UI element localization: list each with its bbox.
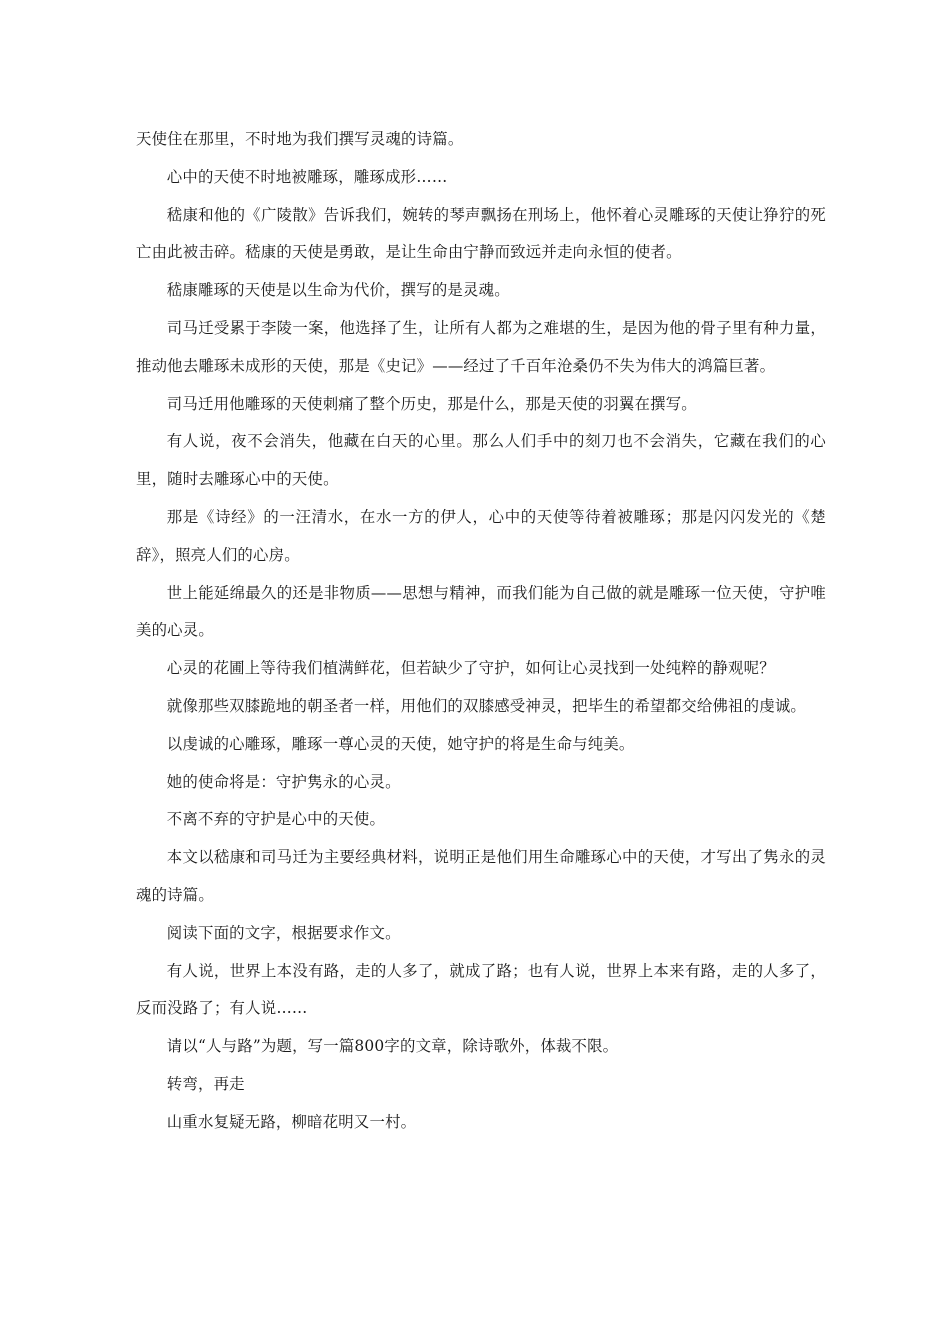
paragraph-10: 心灵的花圃上等待我们植满鲜花，但若缺少了守护，如何让心灵找到一处纯粹的静观呢？ [166,659,775,678]
paragraph-15: 本文以嵇康和司马迁为主要经典材料，说明正是他们用生命雕琢心中的天使，才写出了隽永的灵魂的诗篇。 [136,848,826,904]
paragraph-16: 阅读下面的文字，根据要求作文。 [166,923,401,942]
paragraph-13: 她的使命将是：守护隽永的心灵。 [166,772,401,791]
paragraph-18: 请以“人与路”为题，写一篇800字的文章，除诗歌外，体裁不限。 [166,1037,619,1056]
paragraph-7: 有人说，夜不会消失，他藏在白天的心里。那么人们手中的刻刀也不会消失，它藏在我们的心里，随时去雕琢心中的天使。 [136,432,826,489]
paragraph-14: 不离不弃的守护是心中的天使。 [166,810,386,829]
paragraph-17: 有人说，世界上本没有路，走的人多了，就成了路；也有人说，世界上本来有路，走的人多了，反而没路了；有人说…… [136,961,826,1018]
paragraph-9: 世上能延绵最久的还是非物质——思想与精神，而我们能为自己做的就是雕琢一位天使，守护唯美的心灵。 [136,583,826,640]
paragraph-4: 嵇康雕琢的天使是以生命为代价，撰写的是灵魂。 [166,281,510,300]
paragraph-1: 天使住在那里，不时地为我们撰写灵魂的诗篇。 [136,130,464,148]
paragraph-5: 司马迁受累于李陵一案，他选择了生，让所有人都为之难堪的生，是因为他的骨子里有种力量，推动他去雕琢未成形的天使，那是《史记》——经过了千百年沧桑仍不失为伟大的鸿篇巨著。 [136,318,826,375]
document-page [136,121,826,1142]
paragraph-3: 嵇康和他的《广陵散》告诉我们，婉转的琴声飘扬在刑场上，他怀着心灵雕琢的天使让狰狞的死亡由此被击碎。嵇康的天使是勇敢，是让生命由宁静而致远并走向永恒的使者。 [136,205,826,262]
paragraph-11: 就像那些双膝跪地的朝圣者一样，用他们的双膝感受神灵，把毕生的希望都交给佛祖的虔诚。 [166,696,807,715]
paragraph-12: 以虔诚的心雕琢，雕琢一尊心灵的天使，她守护的将是生命与纯美。 [166,734,635,753]
paragraph-8: 那是《诗经》的一汪清水，在水一方的伊人，心中的天使等待着被雕琢；那是闪闪发光的《楚辞》，照亮人们的心房。 [136,507,826,564]
paragraph-2: 心中的天使不时地被雕琢，雕琢成形…… [166,167,448,186]
paragraph-20: 山重水复疑无路，柳暗花明又一村。 [166,1112,417,1131]
paragraph-6: 司马迁用他雕琢的天使刺痛了整个历史，那是什么，那是天使的羽翼在撰写。 [166,394,697,413]
paragraph-19: 转弯，再走 [166,1074,245,1093]
